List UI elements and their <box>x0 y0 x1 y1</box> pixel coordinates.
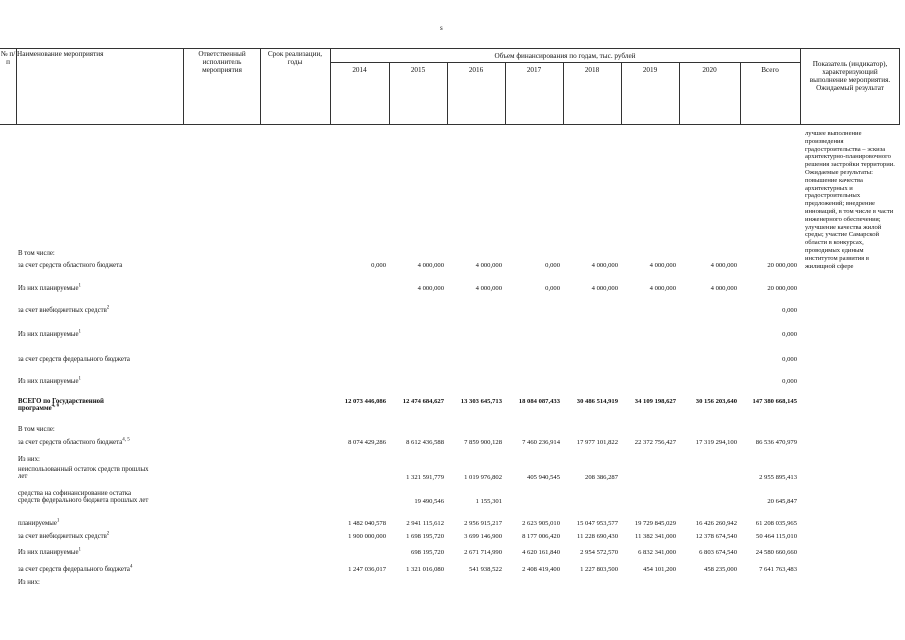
page-mark: s <box>440 24 443 32</box>
row-value: 8 177 006,420 <box>522 533 560 540</box>
row-label-text-line2: лет <box>18 473 28 480</box>
row-label <box>18 439 130 446</box>
row-value: 4 000,000 <box>417 285 444 292</box>
row-value: 6 803 674,540 <box>699 549 737 556</box>
row-value: 13 303 645,713 <box>460 398 502 405</box>
row-value: 50 464 115,010 <box>756 533 797 540</box>
row-value: 1 482 040,578 <box>348 520 386 527</box>
row-value: 4 000,000 <box>649 285 676 292</box>
header-funding: Объем финансирования по годам, тыс. рублей <box>494 52 636 60</box>
row-value: 8 612 436,588 <box>406 439 444 446</box>
row-value: 11 228 690,430 <box>577 533 618 540</box>
footnote-ref: 4, 6 <box>51 403 60 409</box>
row-value: 20 000,000 <box>767 285 797 292</box>
row-value: 4 620 161,840 <box>522 549 560 556</box>
row-label <box>18 250 55 257</box>
row-value: 7 460 236,914 <box>522 439 560 446</box>
header-year-2019: 2019 <box>642 66 658 74</box>
row-value: 2 623 905,010 <box>522 520 560 527</box>
row-value: 4 000,000 <box>475 262 502 269</box>
footnote-ref: 1 <box>78 329 82 335</box>
row-value: 15 047 953,577 <box>576 520 618 527</box>
row-value: 147 380 668,145 <box>752 398 797 405</box>
row-value: 0,000 <box>371 262 386 269</box>
row-label <box>18 566 132 573</box>
row-label-text: планируемые <box>18 520 57 527</box>
row-value: 454 101,200 <box>643 566 676 573</box>
row-label-text: за счет средств федерального бюджета <box>18 566 130 573</box>
row-value: 0,000 <box>782 356 797 363</box>
row-value: 3 699 146,900 <box>464 533 502 540</box>
row-label <box>18 331 81 338</box>
row-label <box>18 490 148 504</box>
header-year-2018: 2018 <box>584 66 600 74</box>
row-value: 4 000,000 <box>591 285 618 292</box>
row-value: 19 729 845,029 <box>634 520 676 527</box>
row-label-text: Из них планируемые <box>18 549 79 556</box>
row-label <box>18 398 104 412</box>
row-value: 2 955 895,413 <box>759 474 797 481</box>
row-value: 1 698 195,720 <box>406 533 444 540</box>
row-value: 2 956 915,217 <box>464 520 502 527</box>
row-value: 4 000,000 <box>710 262 737 269</box>
row-value: 18 084 087,433 <box>518 398 560 405</box>
row-label <box>18 262 122 269</box>
row-value: 34 109 198,627 <box>634 398 676 405</box>
row-value: 2 408 419,400 <box>522 566 560 573</box>
row-label-text: за счет средств областного бюджета <box>18 262 123 269</box>
header-indicator: Показатель (индикатор), характеризующий выполнение мероприятия. Ожидаемый результат <box>809 60 891 92</box>
row-value: 12 378 674,540 <box>695 533 737 540</box>
row-label-text: Из них: <box>18 579 40 586</box>
row-label-text: средства на софинансирование остатка <box>18 490 131 497</box>
row-value: 208 386,287 <box>585 474 618 481</box>
header-year-2020: 2020 <box>702 66 717 74</box>
row-value: 11 382 341,000 <box>635 533 676 540</box>
row-label <box>18 285 81 292</box>
header-name: Наименование мероприятия <box>17 50 104 58</box>
row-value: 1 227 803,500 <box>580 566 618 573</box>
row-value: 17 319 294,100 <box>695 439 737 446</box>
header-total: Всего <box>761 66 779 74</box>
row-value: 458 235,000 <box>704 566 737 573</box>
row-value: 4 000,000 <box>417 262 444 269</box>
row-label <box>18 378 81 385</box>
row-value: 12 073 446,086 <box>344 398 386 405</box>
row-label-text: неиспользованный остаток средств прошлых <box>18 466 149 473</box>
row-value: 1 019 976,802 <box>464 474 502 481</box>
footnote-ref: 1 <box>78 376 82 382</box>
row-value: 24 580 660,660 <box>755 549 797 556</box>
row-value: 405 940,545 <box>527 474 560 481</box>
row-value: 1 900 000,000 <box>348 533 386 540</box>
footnote-ref: 2 <box>106 305 110 311</box>
row-value: 2 941 115,612 <box>406 520 444 527</box>
row-value: 19 490,546 <box>414 498 444 505</box>
header-num: № п/п <box>0 50 16 66</box>
row-value: 6 832 341,000 <box>638 549 676 556</box>
row-label-text: В том числе: <box>18 426 55 433</box>
header-year-2015: 2015 <box>410 66 426 74</box>
row-label <box>18 533 109 540</box>
indicator-text: лучшее выполнение произведения градостроительства – эскиза архитектурно-планировочного решения застройки территории. Ожидаемые результаты: повышение качества архитектурных и градостроительных предложений; внедрение инноваций, в том числе в части инженерного обеспечения; улучшение качества жилой среды; участие Самарской области в конкурсах, проводимых единым институтом развития в жилищной сфере <box>805 130 895 270</box>
footnote-ref: 2 <box>106 531 110 537</box>
row-value: 22 372 756,427 <box>634 439 676 446</box>
footnote-ref: 1 <box>78 547 82 553</box>
row-value: 20 000,000 <box>767 262 797 269</box>
row-value: 4 000,000 <box>591 262 618 269</box>
footnote-ref: 4, 5 <box>122 437 130 443</box>
row-label-text: за счет внебюджетных средств <box>18 533 107 540</box>
header-executor: Ответственный исполнитель мероприятия <box>198 50 246 74</box>
row-label-text-line2: программе <box>18 405 52 412</box>
row-label-text: Из них планируемые <box>18 378 79 385</box>
row-value: 4 000,000 <box>649 262 676 269</box>
row-label <box>18 466 149 480</box>
row-value: 0,000 <box>782 307 797 314</box>
row-value: 1 321 016,080 <box>406 566 444 573</box>
row-value: 1 321 591,779 <box>406 474 444 481</box>
row-label <box>18 307 109 314</box>
row-value: 4 000,000 <box>475 285 502 292</box>
row-value: 0,000 <box>545 285 560 292</box>
row-label-text: Из них планируемые <box>18 331 79 338</box>
row-value: 61 208 035,965 <box>755 520 797 527</box>
row-value: 0,000 <box>782 378 797 385</box>
row-label <box>18 549 81 556</box>
row-value: 8 074 429,286 <box>348 439 386 446</box>
row-value: 0,000 <box>545 262 560 269</box>
row-value: 2 671 714,990 <box>464 549 502 556</box>
row-value: 30 486 514,919 <box>576 398 618 405</box>
header-year-2017: 2017 <box>526 66 542 74</box>
row-label <box>18 356 130 363</box>
row-label-text: за счет внебюджетных средств <box>18 307 107 314</box>
row-label-text: за счет средств федерального бюджета <box>18 356 130 363</box>
header-year-2016: 2016 <box>468 66 484 74</box>
row-value: 17 977 101,822 <box>576 439 618 446</box>
row-label <box>18 520 59 527</box>
row-label-text-line2: средств федерального бюджета прошлых лет <box>18 497 149 504</box>
row-value: 86 536 470,979 <box>755 439 797 446</box>
row-value: 30 156 203,640 <box>695 398 737 405</box>
header-period: Срок реализации, годы <box>267 50 323 66</box>
row-value: 698 195,720 <box>411 549 444 556</box>
row-label <box>18 426 55 433</box>
row-label-text: В том числе: <box>18 250 55 257</box>
row-label <box>18 579 40 586</box>
row-value: 7 859 900,128 <box>464 439 502 446</box>
footnote-ref: 4 <box>129 564 133 570</box>
row-value: 16 426 260,942 <box>695 520 737 527</box>
row-value: 1 247 036,017 <box>348 566 386 573</box>
row-value: 20 645,847 <box>767 498 797 505</box>
row-label <box>18 456 40 463</box>
row-label-text: Из них планируемые <box>18 285 79 292</box>
header-year-2014: 2014 <box>352 66 367 74</box>
row-value: 1 155,301 <box>475 498 502 505</box>
row-label-text: ВСЕГО по Государственной <box>18 398 104 405</box>
footnote-ref: 1 <box>78 283 82 289</box>
row-label-text: Из них: <box>18 456 40 463</box>
footnote-ref: 1 <box>56 518 60 524</box>
row-value: 12 474 684,627 <box>402 398 444 405</box>
row-value: 541 938,522 <box>469 566 502 573</box>
row-value: 4 000,000 <box>710 285 737 292</box>
row-value: 7 641 763,483 <box>759 566 797 573</box>
row-value: 2 954 572,570 <box>580 549 618 556</box>
row-label-text: за счет средств областного бюджета <box>18 439 123 446</box>
row-value: 0,000 <box>782 331 797 338</box>
